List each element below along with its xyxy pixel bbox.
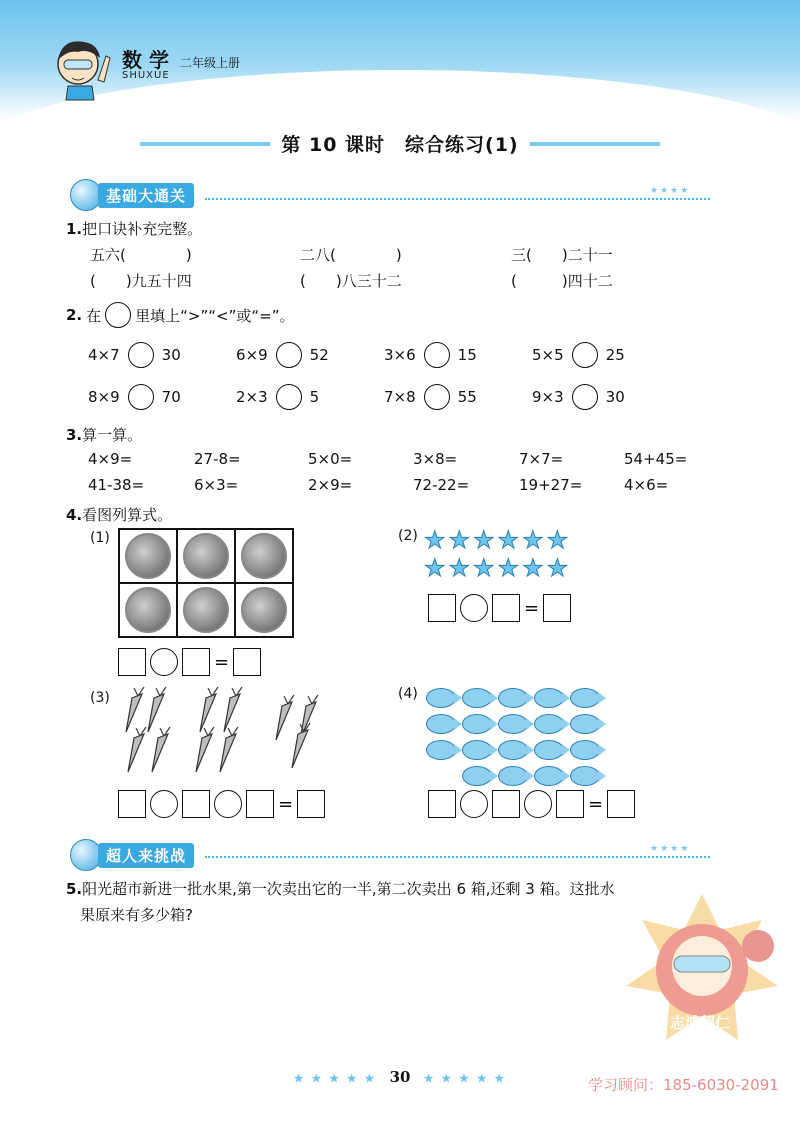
carrot-icon [128, 734, 144, 772]
star-icon: ★ [546, 526, 569, 554]
q4-equation-3 [118, 790, 325, 818]
star-icon: ★ [424, 554, 446, 582]
q2-compare: 9×3 30 [532, 384, 625, 410]
answer-box[interactable] [297, 790, 325, 818]
footer-stars-right: ★ ★ ★ ★ ★ [423, 1072, 507, 1085]
carrot-group [118, 684, 328, 780]
question-2-prompt: 2. 在 里填上“>”“<”或“=”。 [66, 302, 295, 328]
q3-expr[interactable]: 72-22= [413, 476, 470, 494]
lesson-title: 第 10 课时 综合练习(1) [281, 134, 519, 156]
answer-box[interactable] [428, 594, 456, 622]
fish-icon [462, 688, 492, 708]
compare-circle[interactable] [128, 342, 154, 368]
section-basic-label: 基础大通关 [98, 183, 194, 208]
star-icon: ★ [497, 554, 520, 582]
answer-box[interactable] [543, 594, 571, 622]
q2-compare: 8×9 70 [88, 384, 181, 410]
operator-circle[interactable] [214, 790, 242, 818]
fish-icon [570, 688, 600, 708]
answer-box[interactable] [118, 790, 146, 818]
mooncake-icon [241, 587, 287, 633]
compare-circle[interactable] [572, 384, 598, 410]
operator-circle[interactable] [150, 648, 178, 676]
fish-icon [570, 714, 600, 734]
mascot-logo-icon [48, 30, 120, 102]
q4-equation-1 [118, 648, 261, 676]
fish-icon [498, 688, 528, 708]
star-icon: ★ [522, 526, 544, 554]
star-icon: ★ [522, 554, 544, 582]
q3-expr[interactable]: 4×9= [88, 450, 133, 468]
footer-stars-left: ★ ★ ★ ★ ★ [293, 1072, 377, 1085]
fish-icon [462, 714, 492, 734]
q4-equation-2 [428, 594, 571, 622]
q4-label-2: (2) [398, 528, 418, 544]
q3-expr[interactable]: 41-38= [88, 476, 145, 494]
fish-icon [426, 714, 456, 734]
q4-label-3: (3) [90, 690, 110, 706]
q2-compare: 6×9 52 [236, 342, 329, 368]
carrot-icon [224, 694, 240, 732]
operator-circle[interactable] [460, 790, 488, 818]
mooncake-icon [241, 533, 287, 579]
q4-label-4: (4) [398, 686, 418, 702]
mooncake-icon [183, 533, 229, 579]
section-challenge-label: 超人来挑战 [98, 843, 194, 868]
section-divider [205, 856, 710, 858]
star-icon: ★ [448, 526, 471, 554]
operator-circle[interactable] [150, 790, 178, 818]
q4-label-1: (1) [90, 530, 110, 546]
carrot-icon [148, 694, 164, 732]
star-icon: ★ [546, 554, 569, 582]
answer-box[interactable] [233, 648, 261, 676]
compare-circle[interactable] [128, 384, 154, 410]
fish-icon [462, 766, 492, 786]
circle-icon [105, 302, 131, 328]
equals-sign: = [524, 597, 540, 619]
carrot-icon [276, 702, 292, 740]
q3-expr[interactable]: 5×0= [308, 450, 353, 468]
q3-expr[interactable]: 7×7= [519, 450, 564, 468]
fish-icon [534, 740, 564, 760]
q1-item[interactable]: 三( )二十一 [511, 246, 613, 264]
fish-icon [498, 714, 528, 734]
mooncake-icon [183, 587, 229, 633]
star-icon: ★ [473, 526, 495, 554]
operator-circle[interactable] [524, 790, 552, 818]
question-5: 5.阳光超市新进一批水果,第一次卖出它的一半,第二次卖出 6 箱,还剩 3 箱。这批水 果原来有多少箱? [66, 880, 615, 924]
watermark-text: 志鸿超仁 [669, 1014, 730, 1032]
equals-sign: = [278, 793, 294, 815]
q3-expr[interactable]: 19+27= [519, 476, 583, 494]
compare-circle[interactable] [276, 384, 302, 410]
answer-box[interactable] [428, 790, 456, 818]
q4-equation-4 [428, 790, 635, 818]
star-icon: ★ [473, 554, 495, 582]
subject-pinyin: SHUXUE [122, 70, 170, 81]
q3-expr[interactable]: 54+45= [624, 450, 688, 468]
page-number: 30 [389, 1068, 411, 1086]
compare-circle[interactable] [424, 384, 450, 410]
fish-icon [498, 766, 528, 786]
q1-item[interactable]: ( )八三十二 [300, 272, 402, 290]
answer-box[interactable] [492, 790, 520, 818]
operator-circle[interactable] [460, 594, 488, 622]
subject-title: 数 学 [122, 48, 169, 72]
question-1-prompt: 1.把口诀补充完整。 [66, 220, 203, 238]
star-icon: ★ [448, 554, 471, 582]
mooncake-icon [125, 587, 171, 633]
fish-icon [534, 766, 564, 786]
section-divider [205, 198, 710, 200]
q2-compare: 7×8 55 [384, 384, 477, 410]
compare-circle[interactable] [572, 342, 598, 368]
q2-compare: 5×5 25 [532, 342, 625, 368]
q1-item[interactable]: 五六( ) [90, 246, 192, 264]
compare-circle[interactable] [276, 342, 302, 368]
fish-icon [570, 766, 600, 786]
grade-label: 二年级上册 [180, 56, 241, 70]
fish-icon [570, 740, 600, 760]
q3-expr[interactable]: 4×6= [624, 476, 669, 494]
q3-expr[interactable]: 3×8= [413, 450, 458, 468]
answer-box[interactable] [492, 594, 520, 622]
star-icon: ★ [497, 526, 520, 554]
answer-box[interactable] [118, 648, 146, 676]
fish-icon [498, 740, 528, 760]
fish-icon [534, 714, 564, 734]
q1-item[interactable]: 二八( ) [300, 246, 402, 264]
fish-icon [534, 688, 564, 708]
mooncake-grid [118, 528, 294, 638]
fish-icon [426, 688, 456, 708]
q2-compare: 2×3 5 [236, 384, 319, 410]
advisor-contact: 学习顾问：185-6030-2091 [588, 1076, 779, 1094]
carrot-icon [126, 694, 142, 732]
q2-compare: 3×6 15 [384, 342, 477, 368]
section-challenge-badge [70, 840, 194, 870]
section-basic-badge [70, 180, 194, 210]
q2-compare: 4×7 30 [88, 342, 181, 368]
superhero-watermark-icon [622, 890, 782, 1060]
q3-expr[interactable]: 6×3= [194, 476, 239, 494]
mooncake-icon [125, 533, 171, 579]
section-stars: ★★★★ [650, 844, 691, 854]
fish-icon [462, 740, 492, 760]
answer-box[interactable] [556, 790, 584, 818]
q1-item[interactable]: ( )四十二 [511, 272, 613, 290]
carrot-icon [196, 734, 212, 772]
q3-expr[interactable]: 27-8= [194, 450, 241, 468]
carrot-icon [200, 694, 216, 732]
equals-sign: = [588, 793, 604, 815]
question-4-prompt: 4.看图列算式。 [66, 506, 173, 524]
answer-box[interactable] [246, 790, 274, 818]
carrot-icon [292, 730, 308, 768]
answer-box[interactable] [182, 790, 210, 818]
star-group [424, 526, 594, 582]
question-3-prompt: 3.算一算。 [66, 426, 143, 444]
answer-box[interactable] [607, 790, 635, 818]
equals-sign: = [214, 651, 230, 673]
q1-item[interactable]: ( )九五十四 [90, 272, 192, 290]
q3-expr[interactable]: 2×9= [308, 476, 353, 494]
compare-circle[interactable] [424, 342, 450, 368]
star-icon: ★ [424, 526, 446, 554]
fish-icon [426, 740, 456, 760]
carrot-icon [220, 734, 236, 772]
section-stars: ★★★★ [650, 186, 691, 196]
carrot-icon [152, 734, 168, 772]
answer-box[interactable] [182, 648, 210, 676]
fish-group [426, 688, 606, 786]
